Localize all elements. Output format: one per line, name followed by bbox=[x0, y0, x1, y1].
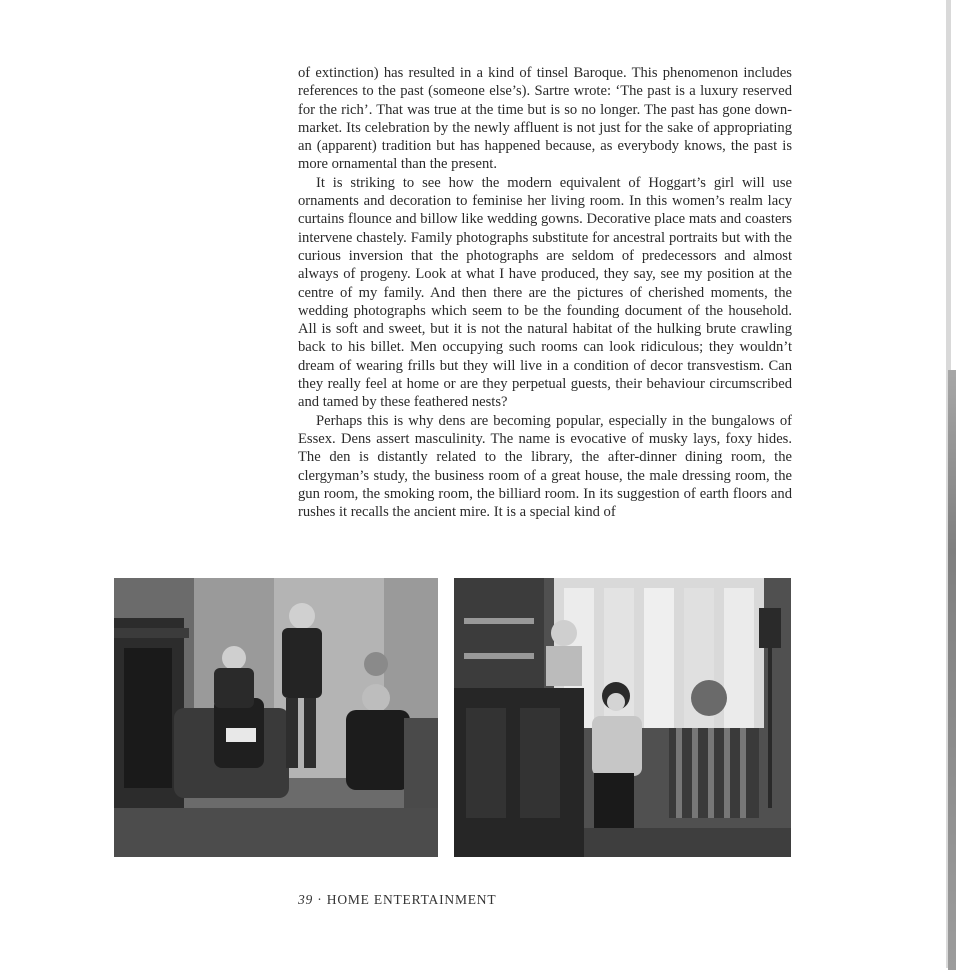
paragraph-1: of extinction) has resulted in a kind of tinsel Baroque. This phenomenon includes references to the past (someone else’s). Sartre wrote: ‘The past is a luxury reserved for the rich’. That was true at the time but is so no longer. The past has gone down-market. Its celebration by the newly affluent is not just for the sake of appropriating an (apparent) tradition but has happened because, as everybody knows, the past is more ornamental than the present. bbox=[298, 65, 792, 173]
photo-family-living-room bbox=[114, 578, 438, 857]
footer-separator: · bbox=[317, 892, 323, 907]
paragraph-3: Perhaps this is why dens are becoming popular, especially in the bungalows of Essex. Dens assert masculinity. The name is evocative of musky lays, foxy hides. The den is distantly related to the library, the after-dinner dining room, the clergyman’s study, the business room of a great house, the male dressing room, the gun room, the smoking room, the billiard room. In its suggestion of earth floors and rushes it recalls the ancient mire. It is a special kind of bbox=[298, 412, 792, 521]
section-title: HOME ENTERTAINMENT bbox=[326, 892, 497, 907]
page-number: 39 bbox=[298, 892, 314, 907]
page-edge-shadow bbox=[948, 370, 956, 970]
body-text bbox=[298, 64, 792, 521]
photo-woman-in-decorated-room bbox=[454, 578, 791, 857]
paragraph-2: It is striking to see how the modern equivalent of Hoggart’s girl will use ornaments and decoration to feminise her living room. In this women’s realm lacy curtains flounce and billow like wedding gowns. Decorative place mats and coasters intervene chastely. Family photographs substitute for ancestral portraits but with the curious inversion that the photographs are seldom of predecessors and almost always of progeny. Look at what I have produced, they say, see my position at the centre of my family. And then there are the pictures of cherished moments, the wedding photographs which seem to be the founding document of the household. All is soft and sweet, but it is not the natural habitat of the hulking brute crawling back to his billet. Men occupying such rooms can look ridiculous; they wouldn’t dream of wearing frills but they will live in a condition of decor transvestism. Can they really feel at home or are they perpetual guests, their behaviour circumscribed and tamed by these feathered nests? bbox=[298, 174, 792, 411]
page-footer bbox=[298, 892, 496, 908]
